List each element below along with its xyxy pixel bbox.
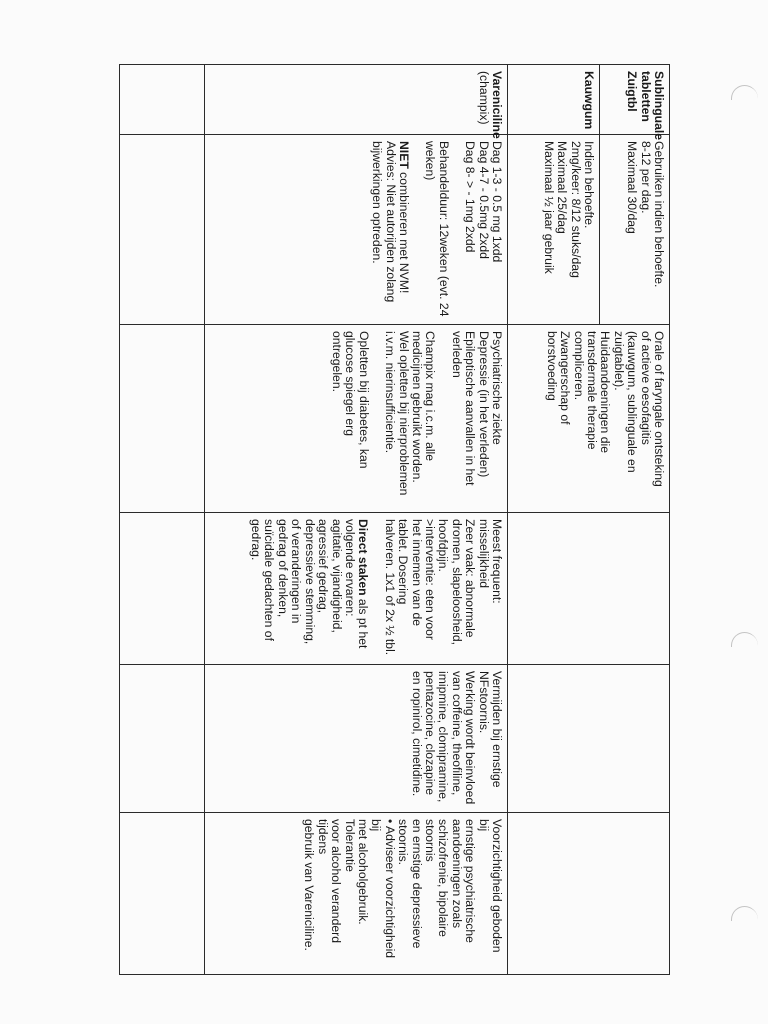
contraindication-line: glucose spiegel erg (343, 331, 358, 437)
contraindication-line: Depressie (in het verleden) (476, 331, 491, 478)
interaction-line: van coffeine, theofiline, (449, 671, 464, 796)
dosage-line: Gebruiken indien behoefte. (652, 141, 666, 288)
contraindication-line: Zwangerschap of (558, 331, 573, 425)
combination-warning-text: combineren met NVM! (396, 168, 411, 294)
remark-line: stoornis. (396, 819, 411, 866)
contraindication-line: zuigtablet). (611, 331, 626, 391)
side-effect-line: Meest frequent: (490, 519, 504, 604)
contraindication-line: of actieve oesofagitis (638, 331, 653, 445)
dosage-cell (120, 135, 205, 325)
side-effect-line: depressieve stemming, (302, 519, 317, 645)
product-cell (205, 65, 508, 139)
side-effects-cell (508, 513, 670, 665)
side-effect-line: of veranderingen in (289, 519, 304, 624)
remark-line: voor alcohol veranderd tijdens (315, 819, 344, 943)
contraindication-line: Psychiatrische ziekte (490, 331, 504, 445)
dosage-line: Dag 8- > - 1mg 2xdd (463, 141, 478, 253)
product-name: Sublinguale (652, 71, 666, 141)
side-effect-line: dromen, slapeloosheid, (449, 519, 464, 646)
side-effect-line: halveren. 1x1 of 2x ½ tbl. (382, 519, 397, 656)
contraindication-line: borstvoeding (544, 331, 559, 401)
remark-line: aandoeningen zoals (449, 819, 464, 929)
contraindication-line: compliceren. (571, 331, 586, 401)
side-effect-line: Zeer vaak: abnormale (463, 519, 478, 638)
interaction-line: en ropinirol, cimetidine. (409, 671, 424, 797)
smoking-cessation-medication-table (119, 64, 670, 975)
table-row-empty (120, 65, 205, 975)
dosage-line: Maximaal 25/dag (555, 141, 570, 234)
table-row-sublingual (600, 65, 670, 975)
product-name: Zuigtbl (625, 71, 640, 112)
contraindication-line: medicijnen gebruikt worden. (409, 331, 424, 483)
remarks-cell (120, 813, 205, 975)
contraindication-line: verleden (449, 331, 464, 378)
combination-warning (397, 141, 410, 318)
dosage-cell (508, 135, 600, 325)
side-effect-line: tablet. Dosering (396, 519, 411, 605)
contraindication-line: transdermale therapie (584, 331, 599, 450)
side-effect-line: gedrag. (249, 519, 264, 561)
side-effect-line: het innemen van de (409, 519, 424, 627)
side-effect-line: suïcidale gedachten of (262, 519, 277, 641)
interactions-cell (205, 665, 508, 813)
side-effect-line: >interventie: eten voor (422, 519, 437, 640)
remarks-cell (508, 813, 670, 975)
dosage-line: Indien behoefte. (582, 141, 596, 229)
side-effect-line: agressief gedrag, (316, 519, 331, 614)
product-name: tabletten (638, 71, 653, 122)
treatment-duration: Behandelduur: 12weken (evt. 24 weken) (423, 141, 451, 317)
contraindication-line: Orale of faryngale ontsteking (652, 331, 666, 487)
remark-line: ernstige psychiatrische (463, 819, 478, 943)
remark-line: • Adviseer voorzichtigheid bij (369, 819, 397, 959)
side-effect-line: volgende ervaren: (342, 519, 357, 617)
interactions-cell (508, 665, 670, 813)
remark-line: gebruik van Vareniciline. (302, 819, 317, 951)
dosage-line: Maximaal 30/dag (625, 141, 640, 234)
side-effect-line: hoofdpijn. (436, 519, 451, 572)
dosage-line: 2mg/keer: 8/12 stuks/dag (568, 141, 583, 278)
contraindication-line: Opletten bij diabetes, kan (356, 331, 371, 469)
interaction-line: pentazocine, clozapine (422, 671, 437, 795)
table-row-vareniciline (205, 65, 508, 975)
interaction-line: imipmine, clomipramine, (436, 671, 451, 803)
remark-line: en ernstige depressieve (409, 819, 424, 949)
side-effect-line: misselijkheid (476, 519, 491, 589)
dosage-line: 8-12 per dag. (638, 141, 653, 214)
contraindication-cell (120, 325, 205, 513)
stop-warning-text: als pt het (356, 595, 371, 649)
contraindication-line: ontregelen. (329, 331, 344, 392)
product-cell (508, 65, 600, 135)
side-effects-cell (205, 513, 508, 665)
dosage-cell (600, 135, 670, 325)
interaction-line: NFstoornis. (476, 671, 491, 734)
product-name: Kauwgum (582, 71, 596, 130)
contraindication-cell (205, 325, 508, 513)
interactions-cell (120, 665, 205, 813)
combination-warning-emphasis: NIET (396, 141, 411, 169)
dosage-line: Dag 4-7 - 0.5mg 2xdd (476, 141, 491, 259)
contraindication-line: Champix mag i.c.m. alle (423, 331, 438, 462)
contraindication-line: (kauwgum, sublinguale en (625, 331, 640, 473)
interaction-line: Werking wordt beinvloed (463, 671, 478, 805)
contraindication-line: Wel opletten bij nierproblemen (396, 331, 411, 496)
dosage-line: Maximaal ½ jaar gebruik (541, 141, 556, 274)
product-name: Vareniciline (490, 71, 504, 139)
remark-line: schizofrenie, bipolaire stoornis (422, 819, 451, 937)
remark-line: met alcoholgebruik. Tolerantie (342, 819, 370, 925)
product-cell (120, 65, 205, 135)
product-cell (600, 65, 670, 141)
side-effect-line: agitatie, vijandigheid, (329, 519, 344, 633)
stop-warning (356, 519, 369, 658)
contraindication-line: Epileptische aanvallen in het (463, 331, 478, 486)
remark-line: Voorzichtigheid geboden bij (476, 819, 504, 953)
side-effect-line: gedrag of denken, (275, 519, 290, 618)
stop-warning-emphasis: Direct staken (356, 519, 371, 596)
contraindication-line: i.v.m. nierinsufficientie. (383, 331, 398, 454)
product-brand: (champix) (476, 71, 491, 125)
side-effects-cell (120, 513, 205, 665)
remarks-cell (205, 813, 508, 975)
dosage-cell (205, 135, 508, 325)
dosage-line: Dag 1-3 - 0.5 mg 1xdd (490, 141, 504, 263)
contraindication-cell (508, 325, 670, 513)
driving-advice: Advies: Niet autorijden zolang bijwerkingen optreden. (370, 141, 398, 303)
contraindication-line: Huidaandoeningen die (598, 331, 613, 453)
interaction-line: Vermijden bij ernstige (490, 671, 504, 788)
